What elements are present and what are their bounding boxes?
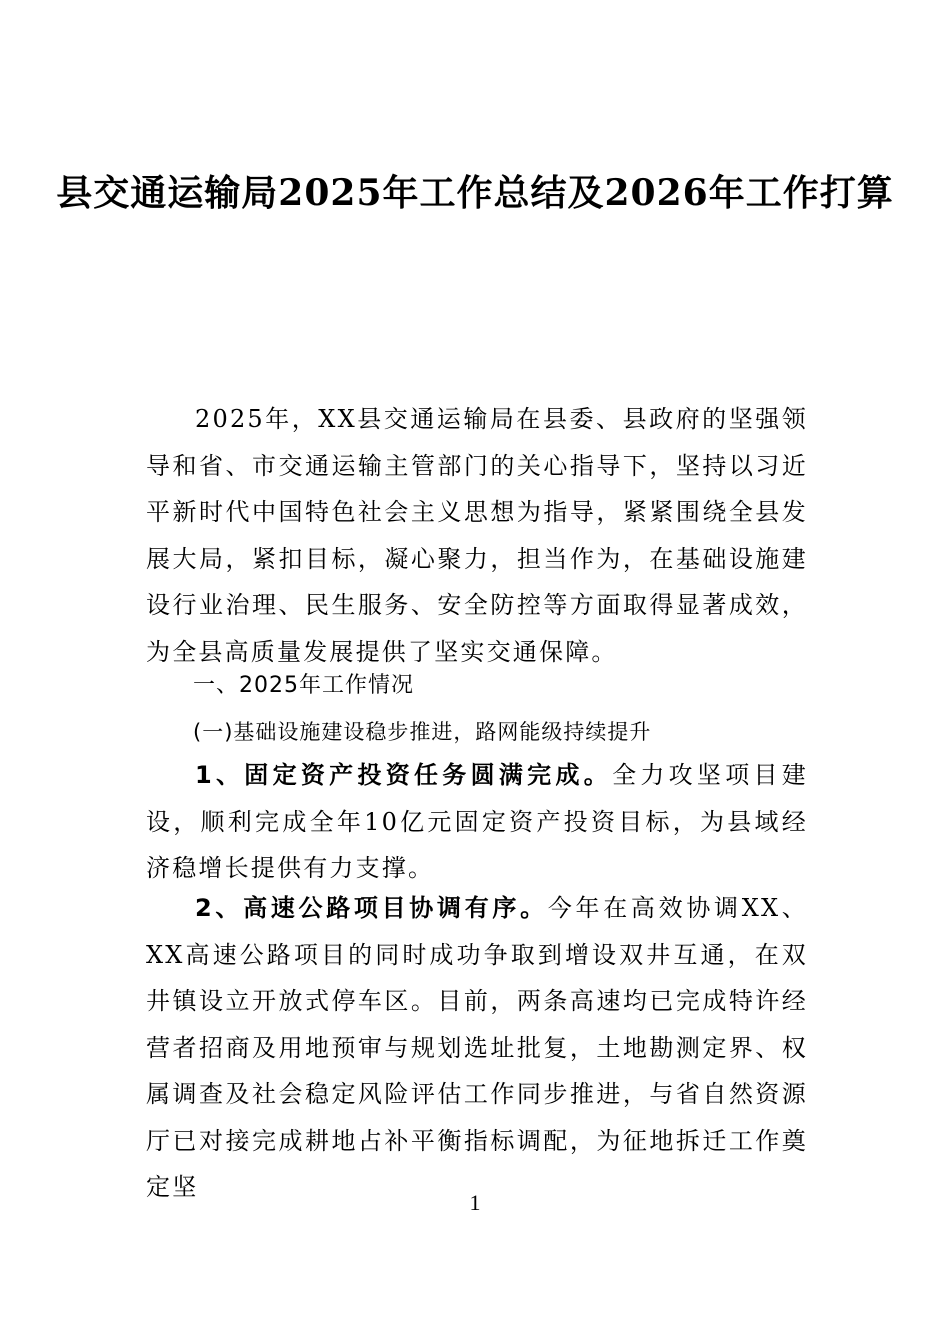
section-heading [193, 663, 414, 709]
item-1-text: 全力攻坚项目建设，顺利完成全年10亿元固定资产投资目标，为县域经济稳增长提供有力支撑。 [146, 761, 809, 882]
item-2-text: 今年在高效协调XX、XX高速公路项目的同时成功争取到增设双井互通，在双井镇设立开放式停车区。目前，两条高速均已完成特许经营者招商及用地预审与规划选址批复，土地勘测定界、权属调查及社会稳定风险评估工作同步推进，与省自然资源厅已对接完成耕地占补平衡指标调配，为征地拆迁工作奠定坚 [146, 894, 808, 1201]
intro-paragraph [146, 396, 808, 675]
document-title-text: 县交通运输局2025年工作总结及2026年工作打算 [56, 172, 894, 214]
section-heading-text: 一、2025年工作情况 [193, 673, 414, 698]
intro-text: 2025年，XX县交通运输局在县委、县政府的坚强领导和省、市交通运输主管部门的关心指导下，坚持以习近平新时代中国特色社会主义思想为指导，紧紧围绕全县发展大局，紧扣目标，凝心聚力，担当作为，在基础设施建设行业治理、民生服务、安全防控等方面取得显著成效，为全县高质量发展提供了坚实交通保障。 [146, 405, 808, 666]
item-1-lead: 1、固定资产投资任务圆满完成。 [195, 761, 613, 789]
item-2-lead: 2、高速公路项目协调有序。 [195, 894, 548, 922]
subsection-heading-text: (一)基础设施建设稳步推进，路网能级持续提升 [193, 720, 652, 744]
item-paragraph-1 [146, 752, 808, 892]
item-paragraph-2 [146, 885, 808, 1211]
subsection-heading [193, 709, 651, 755]
document-title [0, 158, 950, 229]
page-number-text: 1 [469, 1190, 481, 1215]
page-number [0, 1188, 950, 1218]
